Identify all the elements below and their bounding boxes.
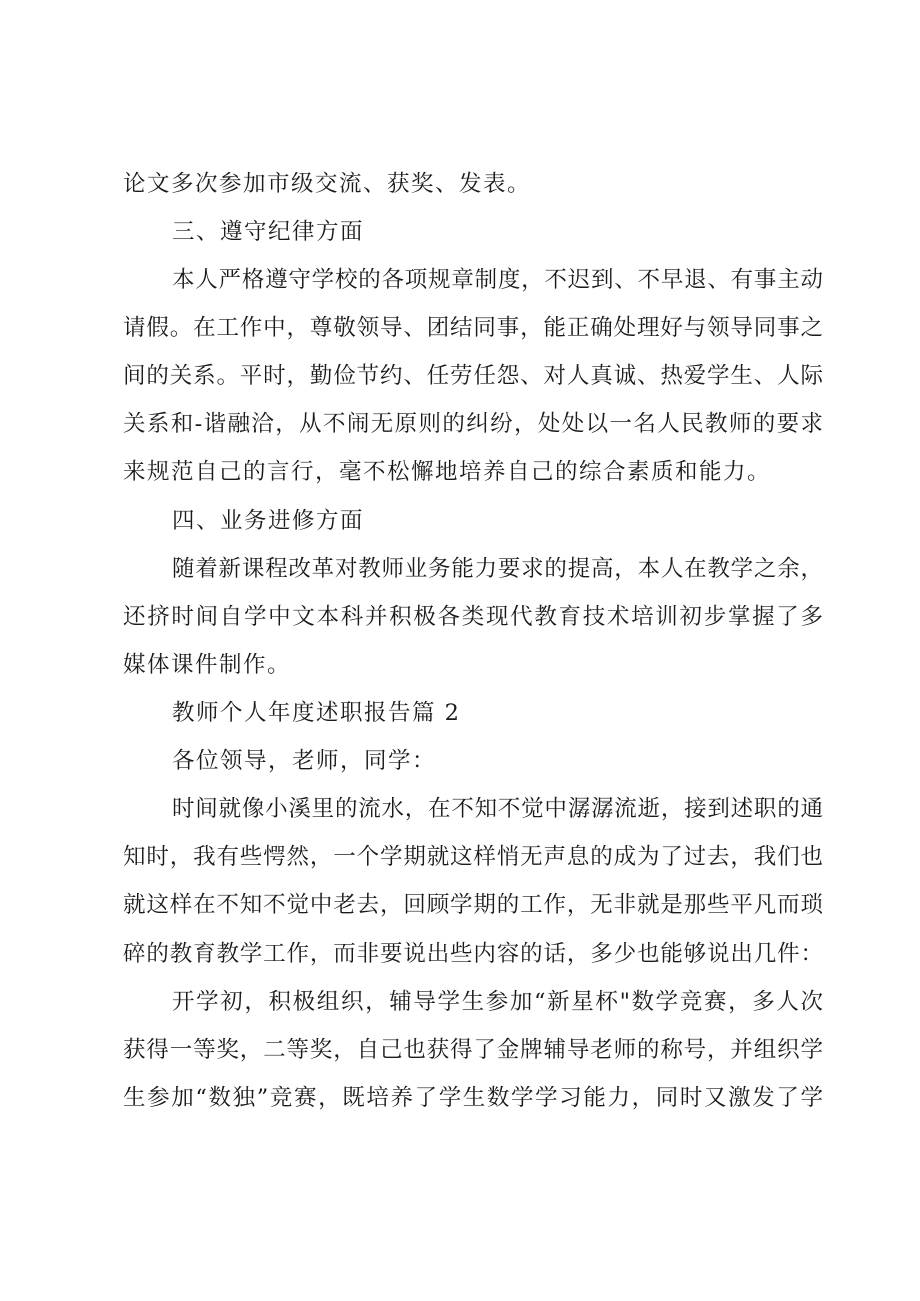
paragraph-line: 来规范自己的言行，毫不松懈地培养自己的综合素质和能力。	[123, 459, 772, 485]
paragraph-line: 间的关系。平时，勤俭节约、任劳任怨、对人真诚、热爱学生、人际	[123, 363, 823, 389]
paragraph-line: 论文多次参加市级交流、获奖、发表。	[123, 171, 532, 197]
paragraph-line: 就这样在不知不觉中老去，回顾学期的工作，无非就是那些平凡而琐	[123, 892, 823, 918]
section-heading-professional-study: 四、业务进修方面	[172, 508, 365, 534]
paragraph-line: 随着新课程改革对教师业务能力要求的提高，本人在教学之余，	[172, 556, 823, 582]
paragraph-line: 获得一等奖，二等奖，自己也获得了金牌辅导老师的称号，并组织学	[123, 1037, 823, 1063]
paragraph-line: 开学初，积极组织，辅导学生参加“新星杯"数学竞赛，多人次	[172, 989, 823, 1015]
salutation: 各位领导，老师，同学：	[172, 748, 437, 774]
paragraph-line: 请假。在工作中，尊敬领导、团结同事，能正确处理好与领导同事之	[123, 315, 823, 341]
paragraph-line: 生参加“数独”竞赛，既培养了学生数学学习能力，同时又激发了学	[123, 1085, 823, 1111]
paragraph-line: 本人严格遵守学校的各项规章制度，不迟到、不早退、有事主动	[172, 267, 823, 293]
paragraph-line: 知时，我有些愕然，一个学期就这样悄无声息的成为了过去，我们也	[123, 844, 823, 870]
paragraph-line: 关系和-谐融洽，从不闹无原则的纠纷，处处以一名人民教师的要求	[123, 411, 823, 437]
paragraph-line: 时间就像小溪里的流水，在不知不觉中潺潺流逝，接到述职的通	[172, 796, 823, 822]
section-heading-discipline: 三、遵守纪律方面	[172, 219, 365, 245]
paragraph-line: 媒体课件制作。	[123, 652, 292, 678]
paragraph-line: 还挤时间自学中文本科并积极各类现代教育技术培训初步掌握了多	[123, 604, 823, 630]
paragraph-line: 碎的教育教学工作，而非要说出些内容的话，多少也能够说出几件：	[123, 941, 823, 967]
report-title: 教师个人年度述职报告篇 2	[172, 700, 461, 726]
